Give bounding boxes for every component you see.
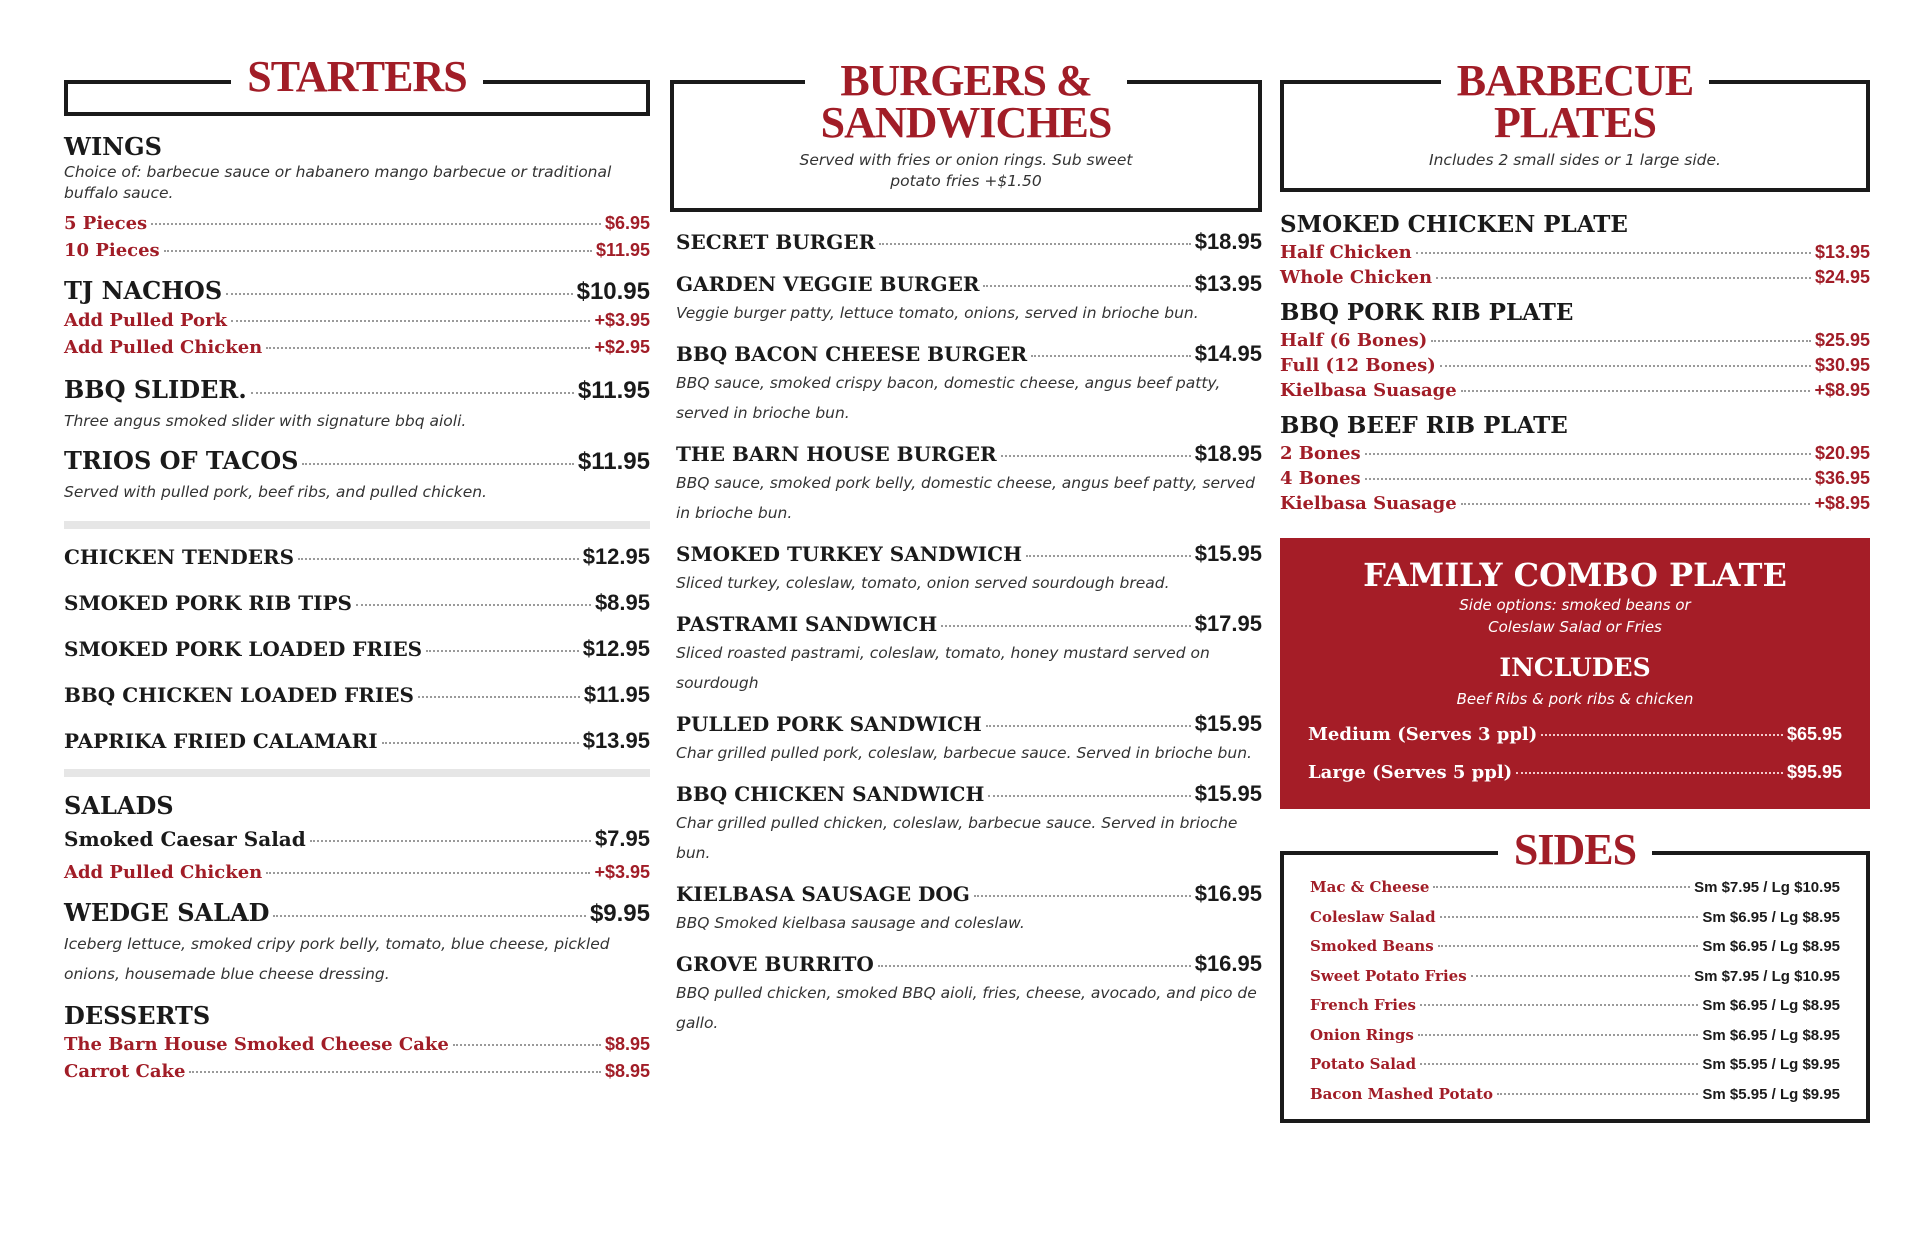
item-name: KIELBASA SAUSAGE DOG <box>676 882 970 906</box>
leader-dots <box>266 872 590 874</box>
burger-item <box>676 440 1262 528</box>
size-name: Large (Serves 5 ppl) <box>1308 762 1513 783</box>
leader-dots <box>1497 1093 1698 1095</box>
item-name: TRIOS OF TACOS <box>64 446 299 475</box>
size-price: $65.95 <box>1786 724 1842 744</box>
side-item <box>1310 1080 1840 1110</box>
item-price: $15.95 <box>1194 781 1262 806</box>
salads-title: SALADS <box>64 791 174 820</box>
plate-option <box>1280 378 1870 403</box>
side-item <box>1310 903 1840 933</box>
item-name: PASTRAMI SANDWICH <box>676 612 938 636</box>
leader-dots <box>1440 916 1699 918</box>
menu-item <box>64 825 650 853</box>
burgers-header-box <box>670 56 1262 212</box>
option-name: Add Pulled Pork <box>64 310 228 331</box>
item-price: $36.95 <box>1814 468 1870 488</box>
family-size <box>1308 720 1842 749</box>
item-name: THE BARN HOUSE BURGER <box>676 442 997 466</box>
plate-option <box>1280 491 1870 516</box>
leader-dots <box>1420 1004 1698 1006</box>
menu-item <box>676 540 1262 568</box>
desserts-section <box>64 1001 650 1085</box>
menu-item <box>64 635 650 663</box>
leader-dots <box>974 895 1191 897</box>
tacos-section <box>64 446 650 507</box>
item-name: The Barn House Smoked Cheese Cake <box>64 1034 449 1055</box>
item-price: +$8.95 <box>1814 380 1870 400</box>
option-price: +$3.95 <box>594 310 650 330</box>
side-item <box>1310 962 1840 992</box>
leader-dots <box>1440 365 1811 367</box>
leader-dots <box>1365 478 1811 480</box>
section-divider <box>64 769 650 777</box>
item-price: $20.95 <box>1814 443 1870 463</box>
item-name: BBQ BACON CHEESE BURGER <box>676 342 1028 366</box>
plate-option <box>1280 240 1870 265</box>
leader-dots <box>226 293 572 295</box>
menu-item <box>64 898 650 929</box>
item-price: $13.95 <box>1194 271 1262 296</box>
wings-option <box>64 237 650 264</box>
item-desc: BBQ sauce, smoked pork belly, domestic cheese, angus beef patty, served in brioche bun. <box>676 474 1255 522</box>
side-item <box>1310 991 1840 1021</box>
leader-dots <box>298 558 579 560</box>
item-price: +$8.95 <box>1814 493 1870 513</box>
item-name: Whole Chicken <box>1280 267 1433 288</box>
bbq-plates <box>1280 210 1870 516</box>
sides-list <box>1310 873 1840 1109</box>
item-price: $18.95 <box>1194 229 1262 254</box>
option-price: $6.95 <box>604 213 650 233</box>
menu-item <box>676 950 1262 978</box>
dessert-item <box>64 1058 650 1085</box>
option-name: Add Pulled Chicken <box>64 862 263 883</box>
leader-dots <box>1438 945 1699 947</box>
item-price: $7.95 <box>594 826 650 851</box>
item-price: Sm $7.95 / Lg $10.95 <box>1694 967 1840 985</box>
item-price: $30.95 <box>1814 355 1870 375</box>
burger-list <box>670 228 1262 1038</box>
item-name: CHICKEN TENDERS <box>64 545 295 569</box>
plate-option <box>1280 328 1870 353</box>
option-name: Add Pulled Chicken <box>64 337 263 358</box>
item-name: BBQ CHICKEN LOADED FRIES <box>64 683 414 707</box>
item-name: Carrot Cake <box>64 1061 186 1082</box>
side-item <box>1310 1021 1840 1051</box>
family-size <box>1308 758 1842 787</box>
leader-dots <box>273 915 585 917</box>
family-includes: Beef Ribs & pork ribs & chicken <box>1456 690 1694 708</box>
wings-name: WINGS <box>64 132 162 161</box>
item-name: WEDGE SALAD <box>64 898 270 927</box>
bbq-title-line2: PLATES <box>1494 98 1656 147</box>
bbq-title-line1: BARBECUE <box>1456 56 1694 105</box>
leader-dots <box>1416 252 1811 254</box>
bbq-column <box>1280 56 1870 1123</box>
option-price: +$3.95 <box>594 862 650 882</box>
item-name: TJ NACHOS <box>64 276 223 305</box>
menu-item <box>676 270 1262 298</box>
starters-title: STARTERS <box>231 56 483 98</box>
menu-item <box>64 375 650 406</box>
item-price: $8.95 <box>604 1061 650 1081</box>
item-name: 2 Bones <box>1280 443 1361 464</box>
option-price: +$2.95 <box>594 337 650 357</box>
leader-dots <box>879 243 1190 245</box>
plate-option <box>1280 441 1870 466</box>
family-side-options-1: Side options: smoked beans or <box>1459 596 1691 614</box>
item-name: Potato Salad <box>1310 1055 1417 1073</box>
item-desc: BBQ sauce, smoked crispy bacon, domestic cheese, angus beef patty, served in brioche bun. <box>676 374 1221 422</box>
item-price: Sm $6.95 / Lg $8.95 <box>1702 908 1840 926</box>
item-name: PULLED PORK SANDWICH <box>676 712 982 736</box>
wings-option <box>64 210 650 237</box>
item-price: $12.95 <box>582 544 650 569</box>
menu-item <box>64 543 650 571</box>
item-name: Kielbasa Suasage <box>1280 380 1457 401</box>
item-name: Coleslaw Salad <box>1310 907 1436 926</box>
burger-item <box>676 710 1262 768</box>
side-item <box>1310 873 1840 903</box>
item-desc: BBQ Smoked kielbasa sausage and coleslaw. <box>676 914 1025 932</box>
item-name: Bacon Mashed Potato <box>1310 1084 1494 1103</box>
family-title: FAMILY COMBO PLATE <box>1363 556 1787 594</box>
burger-item <box>676 610 1262 698</box>
item-price: $13.95 <box>582 728 650 753</box>
burgers-column <box>670 56 1262 1038</box>
dessert-item <box>64 1031 650 1058</box>
item-price: Sm $6.95 / Lg $8.95 <box>1702 997 1840 1014</box>
item-price: $9.95 <box>589 900 650 927</box>
plate-name: BBQ PORK RIB PLATE <box>1280 299 1574 326</box>
leader-dots <box>1461 390 1811 392</box>
item-price: $11.95 <box>577 448 650 475</box>
leader-dots <box>302 463 573 465</box>
leader-dots <box>418 696 580 698</box>
menu-item <box>64 276 650 307</box>
family-side-options-2: Coleslaw Salad or Fries <box>1488 618 1662 636</box>
leader-dots <box>164 250 592 252</box>
salads-section <box>64 791 650 989</box>
leader-dots <box>1433 886 1690 888</box>
leader-dots <box>1031 355 1191 357</box>
item-name: BBQ CHICKEN SANDWICH <box>676 782 985 806</box>
burgers-title-line1: BURGERS & <box>840 56 1092 105</box>
nachos-option <box>64 334 650 361</box>
item-desc: Char grilled pulled chicken, coleslaw, barbecue sauce. Served in brioche bun. <box>676 814 1238 862</box>
item-price: $11.95 <box>583 682 650 707</box>
item-price: Sm $6.95 / Lg $8.95 <box>1702 938 1840 955</box>
item-desc: Sliced turkey, coleslaw, tomato, onion served sourdough bread. <box>676 574 1170 592</box>
item-price: Sm $5.95 / Lg $9.95 <box>1702 1085 1840 1103</box>
leader-dots <box>1365 453 1811 455</box>
leader-dots <box>941 625 1190 627</box>
menu-item <box>64 589 650 617</box>
bbq-plate <box>1280 210 1870 290</box>
leader-dots <box>1541 734 1783 736</box>
item-price: Sm $5.95 / Lg $9.95 <box>1702 1056 1840 1073</box>
option-price: $11.95 <box>595 240 650 260</box>
item-desc: Veggie burger patty, lettuce tomato, onions, served in brioche bun. <box>676 304 1199 322</box>
menu-item <box>676 440 1262 468</box>
menu-item <box>676 228 1262 256</box>
item-price: $15.95 <box>1194 711 1262 736</box>
bbq-note: Includes 2 small sides or 1 large side. <box>1429 151 1721 169</box>
item-name: Smoked Caesar Salad <box>64 827 306 851</box>
menu-item <box>676 610 1262 638</box>
leader-dots <box>1516 772 1783 774</box>
item-name: SMOKED PORK LOADED FRIES <box>64 637 423 661</box>
starters-header-box <box>64 52 650 116</box>
leader-dots <box>1001 455 1191 457</box>
leader-dots <box>310 840 591 842</box>
item-name: French Fries <box>1310 996 1416 1014</box>
menu-item <box>676 710 1262 738</box>
item-price: $25.95 <box>1814 330 1870 350</box>
family-includes-title: INCLUDES <box>1499 653 1651 682</box>
bbq-header-box <box>1280 56 1870 192</box>
burgers-title <box>805 56 1128 147</box>
leader-dots <box>878 965 1191 967</box>
menu-item <box>676 780 1262 808</box>
item-name: Full (12 Bones) <box>1280 355 1436 376</box>
item-price: $18.95 <box>1194 441 1262 466</box>
burger-item <box>676 540 1262 598</box>
leader-dots <box>1461 503 1811 505</box>
item-name: Half Chicken <box>1280 242 1412 263</box>
slider-section <box>64 375 650 436</box>
item-name: Sweet Potato Fries <box>1310 966 1467 985</box>
item-price: $15.95 <box>1194 541 1262 566</box>
item-name: Kielbasa Suasage <box>1280 493 1457 514</box>
item-name: Half (6 Bones) <box>1280 330 1428 351</box>
nachos-option <box>64 307 650 334</box>
bbq-plate <box>1280 411 1870 516</box>
plate-name: SMOKED CHICKEN PLATE <box>1280 211 1628 238</box>
size-name: Medium (Serves 3 ppl) <box>1308 724 1538 745</box>
menu-item <box>676 340 1262 368</box>
leader-dots <box>983 285 1190 287</box>
leader-dots <box>382 742 579 744</box>
item-name: Onion Rings <box>1310 1025 1414 1044</box>
size-price: $95.95 <box>1786 762 1842 782</box>
item-name: BBQ SLIDER. <box>64 375 247 404</box>
item-desc: BBQ pulled chicken, smoked BBQ aioli, fries, cheese, avocado, and pico de gallo. <box>676 984 1257 1032</box>
item-price: Sm $6.95 / Lg $8.95 <box>1702 1026 1840 1044</box>
option-name: 5 Pieces <box>64 213 148 234</box>
plate-name: BBQ BEEF RIB PLATE <box>1280 412 1568 439</box>
item-price: $13.95 <box>1814 242 1870 262</box>
leader-dots <box>453 1044 601 1046</box>
item-price: $16.95 <box>1194 951 1262 976</box>
leader-dots <box>1471 975 1690 977</box>
item-name: Smoked Beans <box>1310 937 1434 955</box>
menu-item <box>64 727 650 755</box>
leader-dots <box>986 725 1191 727</box>
item-desc: Sliced roasted pastrami, coleslaw, tomato, honey mustard served on sourdough <box>676 644 1210 692</box>
item-desc: Char grilled pulled pork, coleslaw, barbecue sauce. Served in brioche bun. <box>676 744 1252 762</box>
option-name: 10 Pieces <box>64 240 160 261</box>
burger-item <box>676 780 1262 868</box>
side-item <box>1310 1050 1840 1080</box>
burger-item <box>676 228 1262 256</box>
burger-item <box>676 950 1262 1038</box>
item-name: SMOKED PORK RIB TIPS <box>64 591 352 615</box>
sides-box <box>1280 825 1870 1123</box>
item-name: PAPRIKA FRIED CALAMARI <box>64 729 378 753</box>
item-name: GROVE BURRITO <box>676 952 874 976</box>
nachos-section <box>64 276 650 361</box>
bbq-title <box>1441 56 1710 147</box>
caesar-option <box>64 859 650 886</box>
item-name: SMOKED TURKEY SANDWICH <box>676 542 1022 566</box>
item-price: $11.95 <box>577 377 650 404</box>
leader-dots <box>251 392 574 394</box>
more-starters <box>64 543 650 755</box>
leader-dots <box>1420 1063 1698 1065</box>
family-combo-box <box>1280 538 1870 809</box>
item-price: $16.95 <box>1194 881 1262 906</box>
side-item <box>1310 932 1840 962</box>
burger-item <box>676 270 1262 328</box>
leader-dots <box>988 795 1190 797</box>
item-desc: Three angus smoked slider with signature bbq aioli. <box>64 412 467 430</box>
item-desc: Served with pulled pork, beef ribs, and pulled chicken. <box>64 483 487 501</box>
item-price: $14.95 <box>1194 341 1262 366</box>
item-desc: Iceberg lettuce, smoked cripy pork belly, tomato, blue cheese, pickled onions, housemade blue cheese dressing. <box>64 935 610 983</box>
burger-item <box>676 340 1262 428</box>
leader-dots <box>151 223 601 225</box>
item-price: $24.95 <box>1814 267 1870 287</box>
burger-item <box>676 880 1262 938</box>
leader-dots <box>356 604 591 606</box>
leader-dots <box>189 1071 600 1073</box>
desserts-title: DESSERTS <box>64 1001 211 1030</box>
menu-item <box>64 446 650 477</box>
leader-dots <box>1418 1034 1699 1036</box>
plate-option <box>1280 466 1870 491</box>
item-price: $8.95 <box>594 590 650 615</box>
leader-dots <box>1026 555 1191 557</box>
bbq-plate <box>1280 298 1870 403</box>
item-name: Mac & Cheese <box>1310 878 1430 896</box>
leader-dots <box>231 320 590 322</box>
section-divider <box>64 521 650 529</box>
burgers-note: Served with fries or onion rings. Sub sweet potato fries +$1.50 <box>799 151 1133 190</box>
item-price: $12.95 <box>582 636 650 661</box>
menu-item <box>676 880 1262 908</box>
plate-option <box>1280 265 1870 290</box>
leader-dots <box>1431 340 1811 342</box>
item-name: SECRET BURGER <box>676 230 876 254</box>
item-price: $10.95 <box>576 278 650 305</box>
item-price: $8.95 <box>604 1034 650 1054</box>
item-name: GARDEN VEGGIE BURGER <box>676 272 980 296</box>
leader-dots <box>266 347 590 349</box>
wings-desc: Choice of: barbecue sauce or habanero mango barbecue or traditional buffalo sauce. <box>64 163 612 202</box>
item-price: $17.95 <box>1194 611 1262 636</box>
burgers-title-line2: SANDWICHES <box>820 98 1112 147</box>
item-name: 4 Bones <box>1280 468 1361 489</box>
item-price: Sm $7.95 / Lg $10.95 <box>1694 879 1840 896</box>
wings-section <box>64 132 650 264</box>
plate-option <box>1280 353 1870 378</box>
starters-column <box>64 52 650 1085</box>
leader-dots <box>1436 277 1811 279</box>
sides-title: SIDES <box>1498 829 1652 871</box>
leader-dots <box>426 650 579 652</box>
menu-item <box>64 681 650 709</box>
